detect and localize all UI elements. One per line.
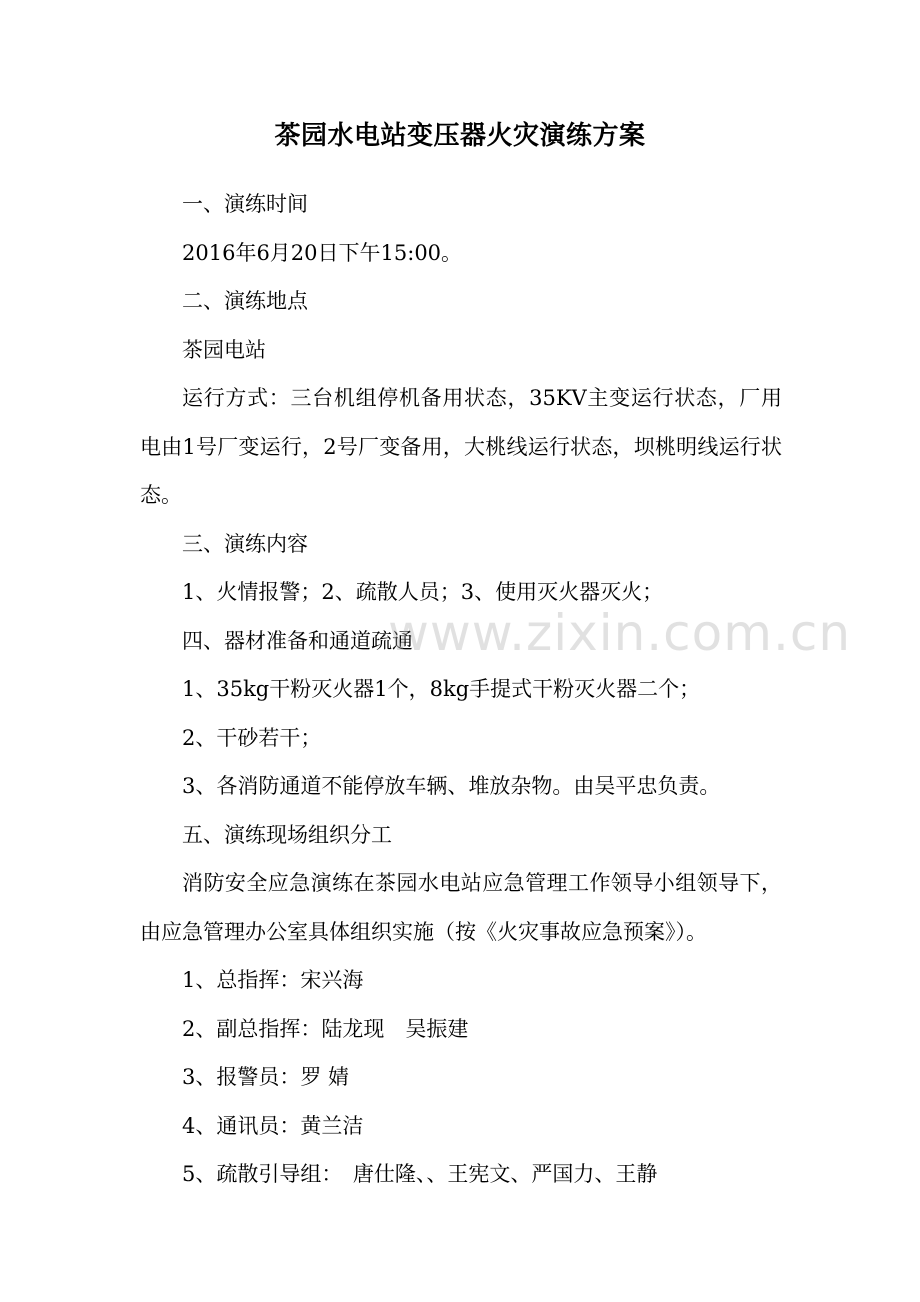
operation-mode-text: 运行方式：三台机组停机备用状态，35KV主变运行状态，厂用电由1号厂变运行，2号厂变备用，大桃线运行状态，坝桃明线运行状态。 (140, 386, 782, 507)
document-body (140, 180, 782, 1199)
role-alarm-operator: 3、报警员：罗 婧 (182, 1065, 350, 1089)
section-heading-equipment: 四、器材准备和通道疏通 (182, 628, 413, 653)
role-deputy-commander: 2、副总指挥：陆龙现 吴振建 (182, 1016, 469, 1041)
section-heading-location: 二、演练地点 (182, 289, 308, 313)
section-heading-time: 一、演练时间 (182, 192, 308, 216)
role-communicator: 4、通讯员：黄兰洁 (182, 1113, 364, 1138)
role-commander: 1、总指挥：宋兴海 (182, 968, 364, 992)
section-heading-content: 三、演练内容 (182, 531, 308, 556)
equipment-item-3: 3、各消防通道不能停放车辆、堆放杂物。由吴平忠负责。 (182, 774, 721, 798)
section-heading-organization: 五、演练现场组织分工 (182, 822, 392, 847)
equipment-item-1: 1、35kg干粉灭火器1个，8kg手提式干粉灭火器二个； (182, 677, 701, 701)
drill-time-text: 2016年6月20日下午15:00。 (182, 240, 463, 265)
role-evacuation-group: 5、疏散引导组： 唐仕隆、、王宪文、严国力、王静 (182, 1162, 658, 1186)
equipment-item-2: 2、干砂若干； (182, 725, 322, 750)
watermark-text: www.zixin.com.cn (388, 604, 852, 662)
drill-location-text: 茶园电站 (182, 337, 266, 362)
organization-text: 消防安全应急演练在茶园水电站应急管理工作领导小组领导下，由应急管理办公室具体组织实施（按《火灾事故应急预案》）。 (140, 871, 782, 944)
drill-content-text: 1、火情报警；2、疏散人员；3、使用灭火器灭火； (182, 580, 664, 604)
document-title: 茶园水电站变压器火灾演练方案 (274, 121, 646, 151)
